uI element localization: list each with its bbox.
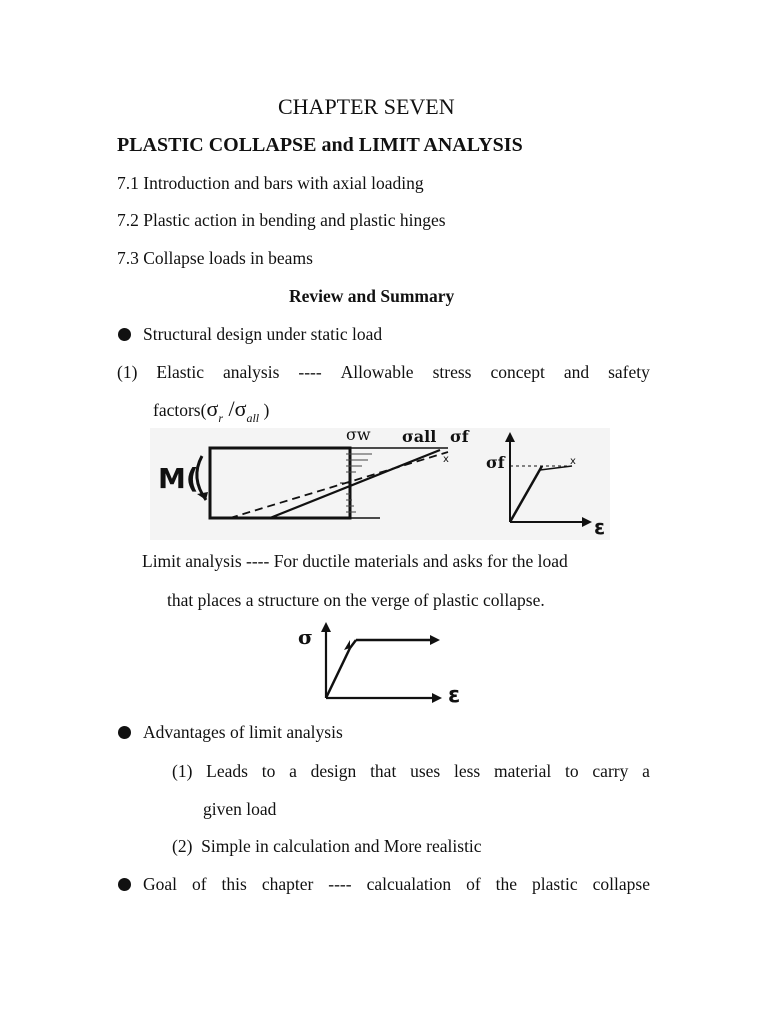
sigma-f-axis-label: σf	[486, 453, 505, 472]
toc-item: 7.2 Plastic action in bending and plastic hinges	[117, 210, 446, 230]
safety-factors-formula: $factors(\sigma_r$ $/\sigma_{all}$ )	[153, 396, 270, 425]
x-mark: x	[443, 454, 449, 465]
bullet-icon	[118, 328, 131, 341]
toc-item: 7.1 Introduction and bars with axial loading	[117, 173, 424, 193]
review-heading: Review and Summary	[289, 286, 455, 306]
moment-label: M(	[158, 462, 199, 495]
advantage-1-line: (1) Leads to a design that uses less material to carry a	[172, 761, 650, 781]
chapter-subtitle: PLASTIC COLLAPSE and LIMIT ANALYSIS	[117, 134, 523, 156]
elastic-plastic-curve-figure	[296, 618, 476, 710]
advantage-2: (2) Simple in calculation and More realistic	[172, 836, 482, 856]
sigma-w-label: σw	[346, 428, 371, 444]
bullet-structural-design: Structural design under static load	[143, 324, 383, 344]
bullet-icon	[118, 878, 131, 891]
toc-item: 7.3 Collapse loads in beams	[117, 248, 313, 268]
sigma-axis-label: σ	[298, 625, 313, 649]
bending-stress-figure	[150, 428, 610, 540]
bullet-icon	[118, 726, 131, 739]
chapter-title: CHAPTER SEVEN	[278, 94, 455, 119]
bullet-advantages: Advantages of limit analysis	[143, 722, 343, 742]
epsilon-label: ε	[594, 515, 606, 539]
x-mark: x	[570, 456, 576, 467]
sigma-f-label: σf	[450, 428, 469, 446]
goal-line: Goal of this chapter ---- calcualation of the plastic collapse	[143, 874, 650, 894]
limit-analysis-line-1: Limit analysis ---- For ductile materials and asks for the load	[142, 551, 568, 571]
limit-analysis-line-2: that places a structure on the verge of plastic collapse.	[167, 590, 545, 610]
advantage-1-continuation: given load	[203, 799, 277, 819]
elastic-analysis-line: (1) Elastic analysis ---- Allowable stress concept and safety	[117, 362, 650, 382]
epsilon-axis-label: ε	[448, 683, 461, 708]
sigma-all-label: σall	[402, 428, 437, 446]
